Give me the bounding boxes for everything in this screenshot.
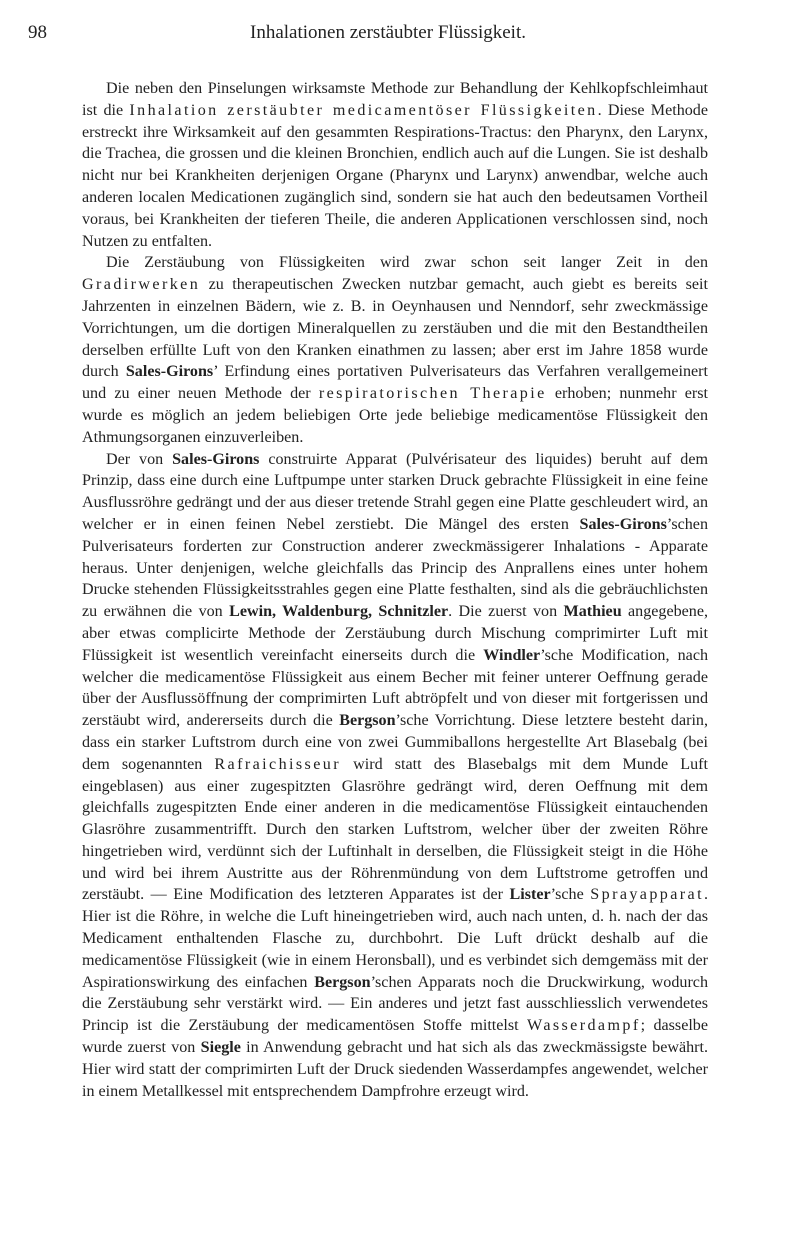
page-header [28, 18, 748, 48]
emphasized-term: Wasserdampf [527, 1017, 641, 1035]
author-name: Sales-Girons [125, 363, 214, 381]
author-name: Sales-Girons [579, 515, 667, 533]
text-run: Die neben den Pinselungen wirksamste Methode zur Behandlung der Kehlkopfschleimhaut ist die [82, 80, 708, 119]
text-run: . Die zuerst von [448, 603, 564, 621]
author-name: Siegle [200, 1039, 241, 1057]
text-run: zu therapeutischen Zwecken nutzbar gemacht, auch giebt es bereits seit Jahrzenten in einzelnen Bädern, wie z. B. in Oeynhausen und Nenndorf, sehr zweckmässige Vorrichtungen, um die dortigen Mineralquellen zu zerstäuben und die mit den Bestandtheilen derselben erfüllte Luft von den Kranken einathmen zu lassen; aber erst im Jahre 1858 wurde durch [82, 276, 708, 381]
emphasized-term: Rafraichisseur [214, 755, 341, 773]
author-name: Bergson [314, 973, 371, 991]
text-run: in Anwendung gebracht und hat sich als das zweckmässigste bewährt. Hier wird statt der comprimirten Luft der Druck siedenden Wasserdampfes angewendet, welcher in einem Metallkessel mit entsprechendem Dampfrohre erzeugt wird. [82, 1039, 709, 1100]
author-name: Sales-Girons [172, 450, 260, 468]
emphasized-term: respiratorischen Therapie [318, 385, 547, 403]
text-run: . Hier ist die Röhre, in welche die Luft hineingetrieben wird, auch nach unten, d. h. nach der das Medicament enthaltenden Flasche zu, durchbohrt. Die Luft drückt deshalb auf die medicamentöse Flüssigkeit (wie in einem Heronsball), und es verbindet sich demgemäss mit der Aspirationswirkung des einfachen [82, 886, 708, 991]
text-run: ’sche Vorrichtung. Diese letztere besteht darin, dass ein starker Luftstrom durch eine von zwei Gummiballons hergestellte Art Blasebalg (bei dem sogenannten [82, 712, 709, 773]
text-run: ’sche [550, 886, 591, 904]
author-name: Bergson [339, 712, 396, 730]
author-name: Windler [483, 646, 541, 664]
text-run: ’schen Apparats noch die Druckwirkung, wodurch die Zerstäubung sehr verstärkt wird. — Ein anderes und jetzt fast ausschliesslich verwendetes Princip ist die Zerstäubung der medicamentösen Stoffe mittelst [82, 973, 708, 1035]
text-run: . Diese Methode erstreckt ihre Wirksamkeit auf den gesammten Respirations-Tractus: den Pharynx, den Larynx, die Trachea, die grossen und die kleinen Bronchien, endlich auch auf die Lungen. Sie ist deshalb nicht nur bei Krankheiten derjenigen Organe (Pharynx und Larynx) anwendbar, welche auch anderen localen Medicationen zugänglich sind, sondern sie hat auch den bedeutsamen Vortheil voraus, bei Krankheiten der tieferen Theile, die anderen Applicationen verschlossen sind, noch Nutzen zu entfalten. [82, 101, 708, 250]
emphasized-term: Inhalation zerstäubter medicamentöser Flüssigkeiten [129, 101, 598, 119]
text-run: wird statt des Blasebalgs mit dem Munde Luft eingeblasen) aus einer zugespitzten Glasröhre gedrängt wird, deren Oeffnung mit dem gleichfalls zugespitzten Ende einer anderen in die medicamentöse Flüssigkeit eintauchenden Glasröhre zusammentrifft. Durch den starken Luftstrom, welcher über der zweiten Röhre hingetrieben wird, verdünnt sich der Luftinhalt in derselben, die Flüssigkeit steigt in die Höhe und wird bei ihrem Austritte aus der Röhrenmündung von dem Luftstrome getroffen und zerstäubt. — Eine Modification des letzteren Apparates ist der [82, 755, 708, 904]
text-run: ’ Erfindung eines portativen Pulverisateurs das Verfahren verallgemeinert und zu einer neuen Methode der [82, 363, 708, 403]
paragraph [82, 252, 708, 448]
paragraph [82, 78, 708, 252]
text-run: construirte Apparat (Pulvérisateur des liquides) beruht auf dem Prinzip, dass eine durch eine Luftpumpe unter starken Druck gebrachte Flüssigkeit in eine feine Ausflussröhre gedrängt und der aus dieser tretende Strahl gegen eine Platte geschleudert wird, an welcher er in einen feinen Nebel zerstiebt. Die Mängel des ersten [82, 450, 708, 533]
author-name: Mathieu [563, 603, 622, 621]
text-run: Die Zerstäubung von Flüssigkeiten wird zwar schon seit langer Zeit in den [106, 254, 708, 272]
page-number: 98 [28, 22, 47, 43]
text-run: Der von [106, 450, 173, 468]
emphasized-term: Sprayapparat [590, 886, 704, 904]
emphasized-term: Gradirwerken [82, 276, 201, 294]
text-run: erhoben; nunmehr erst wurde es möglich an jedem beliebigen Orte jede beliebige medicamentöse Flüssigkeit den Athmungsorganen einzuverleiben. [82, 385, 708, 446]
text-run: ’schen Pulverisateurs forderten zur Construction anderer zweckmässigerer Inhalations - Apparate heraus. Unter denjenigen, welche gleichfalls das Princip des Anprallens eines unter hohem Drucke stehenden Flüssigkeitsstrahles gegen eine Platte festhalten, sind als die gebräuchlichsten zu erwähnen die von [82, 515, 708, 621]
text-run: ; dasselbe wurde zuerst von [82, 1017, 708, 1057]
text-run: ’sche Modification, nach welcher die medicamentöse Flüssigkeit aus einem Becher mit feiner unterer Oeffnung gerade über der Ausflussöffnung der comprimirten Luft abtröpfelt und von dieser mit fortgerissen und zerstäubt wird, andererseits durch die [82, 646, 709, 730]
running-title: Inhalationen zerstäubter Flüssigkeit. [250, 22, 526, 43]
text-run: angegebene, aber etwas complicirte Methode der Zerstäubung durch Mischung comprimirter Luft mit Flüssigkeit ist wesentlich vereinfacht einerseits durch die [82, 603, 709, 664]
paragraph [82, 449, 708, 1103]
body-text [82, 78, 708, 1102]
author-name: Lister [509, 886, 551, 904]
author-name: Lewin, Waldenburg, Schnitzler [229, 603, 449, 621]
